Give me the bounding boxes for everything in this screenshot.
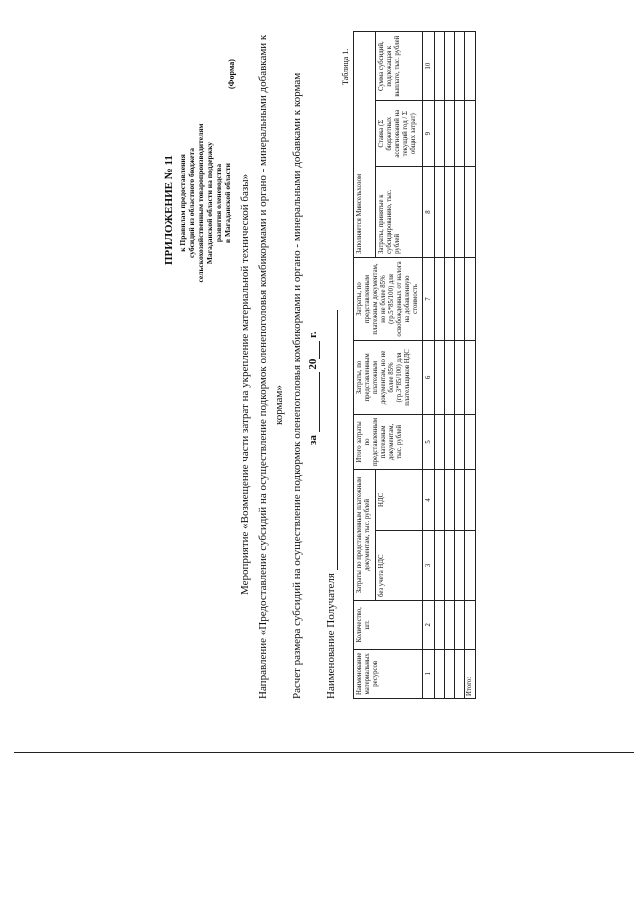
column-number: 3 [423,530,435,600]
table-row [435,32,445,699]
column-number: 5 [423,414,435,469]
header-rate: Ставка (Σ бюджетных ассигнований на текущий год / Σ общих затрат) [375,101,422,167]
header-quantity: Количество, шт. [354,601,423,650]
column-number: 9 [423,101,435,167]
table-label: Таблица 1. [341,48,350,85]
recipient-line: Наименование Получателя [325,310,338,699]
rotated-form [157,35,487,735]
page-divider [14,752,634,753]
header-costs-vat: Затраты, по представленным платежным документам, но не более 85% (гр.3*85/100) для плательщиков НДС [354,341,423,415]
column-number: 4 [423,470,435,531]
direction-line-2: кормам» [273,385,285,425]
appendix-subtitle: к Правилам предоставления субсидий из областного бюджета сельскохозяйственным товаропроизводителям Магаданской области на поддержку развития оленеводства в Магаданской области [178,123,232,283]
header-subsidy-amount: Сумма субсидий, подлежащая к выплате, тыс. рублей [375,32,422,101]
header-without-vat: без учета НДС [375,530,422,600]
form-label: (Форма) [227,59,236,89]
header-total-costs: Итого затраты по представленным платежным документам, тыс. рублей [354,414,423,469]
table-row [455,32,465,699]
column-number: 8 [423,167,435,258]
table-row [445,32,455,699]
period-line: за 20 г. [307,331,319,445]
header-ministry: Заполняется Минсельхозом [354,32,376,258]
column-number: 10 [423,32,435,101]
calculation-table [353,31,476,699]
column-number: 2 [423,601,435,650]
column-number: 1 [423,649,435,698]
header-vat: НДС [375,470,422,531]
header-accepted-costs: Затраты, принятые к субсидированию, тыс. рублей [375,167,422,258]
calculation-line: Расчет размера субсидий на осуществление подкормок оленепоголовья комбикормами и органо - минеральными добавками к кормам [291,72,303,699]
appendix-title: ПРИЛОЖЕНИЕ № 11 [163,155,175,265]
header-resources: Наименование материальных ресурсов [354,649,423,698]
column-number: 7 [423,257,435,340]
event-line: Мероприятие «Возмещение части затрат на укрепление материальной технической базы» [239,173,251,595]
column-number: 6 [423,341,435,415]
header-costs: Затраты по представленным платежным документам, тыс. рублей [354,470,376,601]
total-label: Итого: [465,649,476,698]
number-row [423,32,435,699]
direction-line-1: Направление «Предоставление субсидий на осуществление подкормок оленепоголовья комбикормами и органо - минеральными добавками к [257,34,269,699]
total-row [465,32,476,699]
header-costs-exempt: Затраты, по представленным платежным документам, но не более 85% (гр.5*85/100) для освобожденных от налога на добавленную стоимость [354,257,423,340]
